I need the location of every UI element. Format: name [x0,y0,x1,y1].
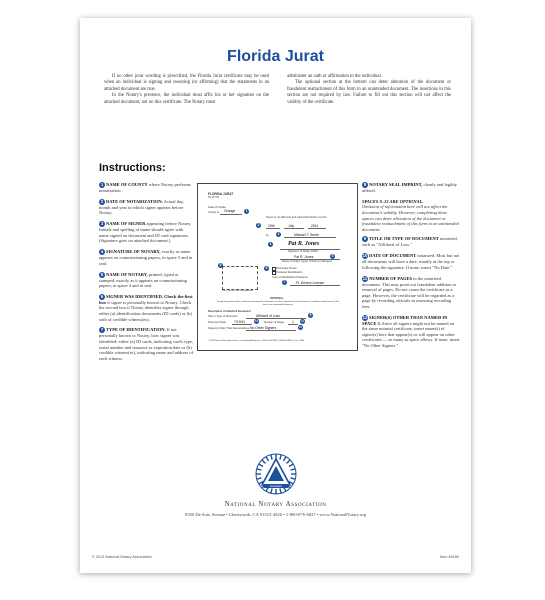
doc-title-label: Title or Type of Document [208,315,238,318]
instruction-item [99,221,194,244]
sworn-label: Sworn to (or affirmed) and subscribed before me this [266,216,327,219]
instruction-heading: TYPE OF IDENTIFICATION. [106,327,166,333]
instruction-heading: NOTARY SEAL IMPRINT, [369,182,423,188]
instruction-item [99,249,194,266]
instruction-item [99,294,194,322]
instruction-item [362,236,460,248]
logo-text: Association [269,485,283,489]
seal-caption: Place Notary Seal Stamp Above [222,290,254,292]
optional-heading: SPACES 9–12 ARE OPTIONAL. [362,198,424,204]
others-label: Signer(s) Other Than Named Above [208,327,250,330]
callout-6: 6 [265,266,268,270]
instruction-item [362,276,460,310]
callout-3: 3 [277,232,280,236]
sample-jurat-form [197,183,358,351]
instruction-heading: DATE OF DOCUMENT [369,253,417,259]
instructions-heading: Instructions: [99,162,166,174]
instruction-text: where Notary performs notarization. [99,182,191,193]
instruction-text: clearly and legibly affixed. [362,182,458,193]
instruction-heading: NAME OF SIGNER [106,221,146,227]
instruction-item [362,253,460,270]
form-subheading: FS 117.05 [208,196,219,199]
callout-4: 4 [269,242,272,246]
instruction-heading: DATE OF NOTARIZATION. [106,198,163,204]
instructions-right-column [362,182,460,354]
step-number-badge: 10 [362,253,368,259]
callout-10: 10 [255,320,258,323]
callout-11: 11 [301,320,304,323]
step-number-badge: 7 [100,327,104,333]
description-heading: Description of Attached Document [208,310,251,313]
county-label: County of [208,211,220,214]
instruction-item [362,315,460,349]
step-number-badge: 1 [100,182,104,187]
instruction-items-optional [362,236,460,348]
instruction-item [99,327,194,361]
form-heading: FLORIDA JURAT [208,192,234,196]
doc-date-value: 7/19/11 [234,320,246,324]
step-number-badge: 3 [100,221,104,227]
optional-text: Omission of information here will not affect the document's validity. However, completing these spaces can deter alteration of the document or fraudulent reattachment of this form to an unintended document. [362,204,459,232]
produced-id-label: Produced Identification [276,271,303,274]
pages-label: Number of Pages [264,321,285,324]
instruction-item [99,182,194,194]
intro-left [104,74,269,106]
instruction-item [362,182,460,194]
pages-value: 1 [292,320,294,324]
others-value: No Other Signers [250,326,277,330]
month-value: July [288,224,295,228]
instructions-left-column [99,182,194,367]
instruction-text: if signer is personally known to Notary. Check the second box if Notary identifies signer through either (a) identification documents (ID cards) or (b) oath of credible witness(es). [99,299,192,322]
instruction-item [99,199,194,216]
instruction-text: exactly as name appears on commissioning papers, in space 5 and in seal. [99,249,193,266]
instruction-text: Actual day, month and year in which signer appears before Notary. [99,198,185,216]
instruction-text: appearing before Notary. Initials and spelling of name should agree with name signed on document and ID card signatures. (Signature goes on attached document.) [99,221,192,244]
day-value: 19th [268,224,275,228]
optional-section-note: Though the portion of this certificate containing this information can deter alteration of the document or fraudulent reattachment of this form to an unintended document. [216,301,340,306]
notary-name-value: Pat R. Jones [294,255,314,259]
county-value: Orange [224,209,236,213]
instruction-heading: SIGNER WAS IDENTIFIED. Check the first box [99,293,193,305]
callout-9: 9 [309,313,312,317]
intro-paragraph: In the Notary's presence, the individual must affix his or her signature on the attached document, not on this certificate. The Notary must [104,93,269,105]
personally-known-label: Personally Known [276,267,297,270]
instruction-text: If not personally known to Notary, how signer was identified: either (a) ID cards, indicating card's type, serial number and issuance or expiration date or (b) credible witness(es), indicating name and address of each witness. [99,327,194,361]
year-value: 2011 [311,224,319,228]
nna-logo-icon [253,451,299,497]
page-title: Florida Jurat [227,48,324,65]
callout-1: 1 [245,209,248,213]
step-number-badge: 9 [363,236,367,242]
step-number-badge: 12 [362,314,368,320]
doc-title-value: Affidavit of Loss [256,314,280,318]
instruction-heading: NAME OF COUNTY [106,182,148,188]
optional-note [362,199,460,233]
sig-caption: Signature of Notary Public [288,250,319,253]
copyright: © 2013 National Notary Association [92,555,152,559]
instruction-text: printed, typed or stamped, exactly as it appears on commissioning papers, in space 4 and in seal. [99,271,187,289]
callout-8: 8 [219,263,222,267]
organization-name: National Notary Association [224,500,327,508]
intro-paragraph: The optional section at the bottom can deter alteration of the document or fraudulent reattachment of this form to an unintended document. The insertions in this section are not required by law. Failure to fill out this section will not affect the validity of the certificate. [287,80,451,105]
item-number: Item #5180 [440,555,459,559]
step-number-badge: 4 [100,249,104,255]
florida-jurat-sheet [80,18,471,573]
intro-paragraph: If no other jurat wording is prescribed, the Florida Jurat certificate may be used when an individual is signing and swearing (or affirming) that the statements in an attached document are true. [104,74,269,92]
id-type-value: FL Drivers License [296,281,325,285]
callout-12: 12 [299,326,302,329]
instruction-heading: SIGNATURE OF NOTARY, [106,249,161,255]
instruction-text: in the notarized document. This may point out fraudulent addition or removal of pages. Do not count the certificate as a page. However, the certificate will be regarded as a page by recording officials in assessing recording fees. [362,275,457,309]
instruction-heading: SIGNER(S) OTHER THAN NAMED IN SPACE 3. [362,314,448,326]
id-type-label: Type of Identification Produced [272,276,308,279]
instruction-text: notarized. Most but not all documents will have a date, usually at the top or following the signature. If none, insert "No Date." [362,253,460,270]
optional-section-heading: OPTIONAL [270,297,284,300]
instruction-heading: TITLE OR TYPE OF DOCUMENT [369,236,439,242]
intro-paragraph: administer an oath or affirmation to the individual. [287,74,382,79]
step-number-badge: 2 [100,198,104,204]
step-number-badge: 8 [363,182,367,187]
name-caption: Name of Notary Typed, Printed or Stamped [282,260,332,263]
callout-5: 5 [331,254,334,258]
callout-7: 7 [283,280,286,284]
form-footer: © 2010 National Notary Association • www.NationalNotary.org • 1-800-US NOTARY (1-800-876-6827) • Item #5180 [208,340,305,342]
instruction-text: notarized, such as "Affidavit of Loss." [362,236,458,248]
doc-date-label: Document Date [208,321,227,324]
instruction-heading: NAME OF NOTARY, [106,271,148,277]
state-label: State of Florida [208,206,226,209]
notary-seal-area [222,266,258,290]
intro-right [287,74,451,106]
callout-2: 2 [257,223,260,227]
step-number-badge: 11 [362,275,368,281]
instruction-heading: NUMBER OF PAGES [369,275,413,281]
notary-signature: Pat R. Jones [288,241,320,247]
instruction-text: Since all signers might not be named on the same notarial certificate, insert name(s) of signer(s) here that appear(s) or will appear on other certificates — as many as space allows. If none, insert "No Other Signers." [362,320,460,349]
by-label: by [266,234,269,237]
step-number-badge: 5 [100,271,104,277]
instruction-item [99,272,194,289]
organization-address: 9350 De Soto Avenue • Chatsworth, CA 91313-4926 • 1-800-876-6827 • www.NationalNotary.org [185,512,366,517]
step-number-badge: 6 [100,293,104,299]
signer-value: Michael T. Smith [294,233,319,237]
